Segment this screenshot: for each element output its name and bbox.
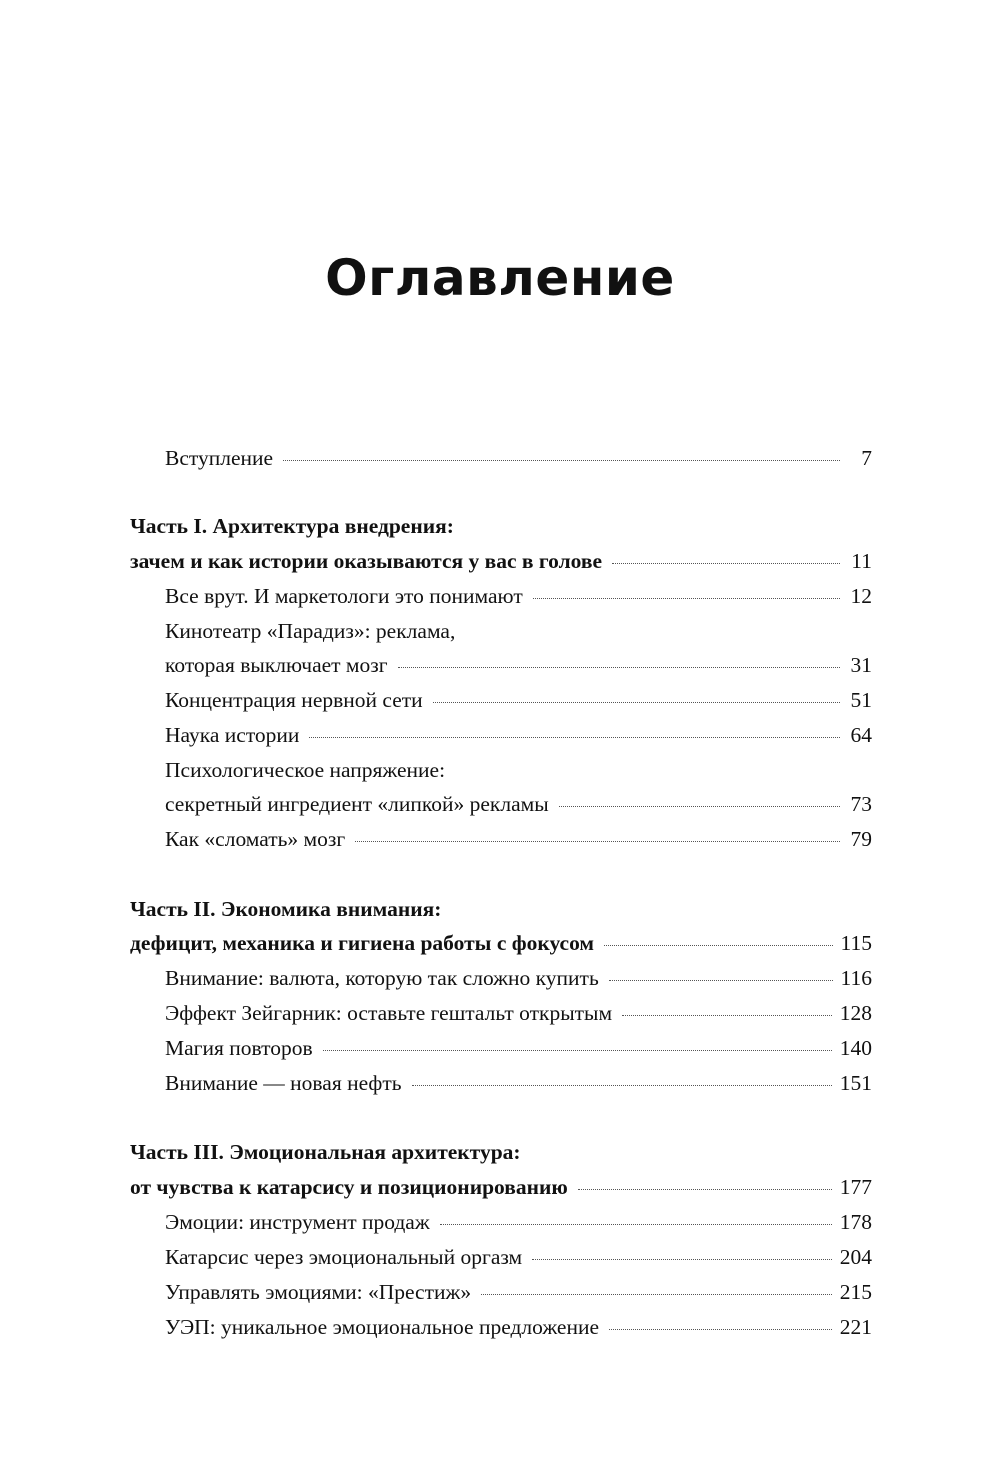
toc-entry[interactable] [165,1036,872,1070]
toc-page-number: 204 [839,1245,872,1269]
toc-entry-title: Наука истории [165,723,300,747]
toc-entry[interactable] [165,1245,872,1279]
dot-leader [533,598,840,599]
toc-page-number: 178 [839,1210,872,1234]
toc-page-number: 51 [850,688,872,712]
toc-page-number: 64 [850,723,872,747]
dot-leader [398,667,840,668]
toc-entry[interactable] [165,1210,872,1244]
toc-entry-title: Кинотеатр «Парадиз»: реклама, [165,619,456,643]
dot-leader [612,563,840,564]
toc-page-number: 151 [839,1071,872,1095]
part-heading-line: Часть III. Эмоциональная архитектура: [130,1140,521,1164]
toc-entry[interactable] [165,1001,872,1035]
dot-leader [559,806,840,807]
toc-page-number: 140 [839,1036,872,1060]
toc-entry-title: Магия повторов [165,1036,313,1060]
toc-entry[interactable] [165,792,872,826]
toc-entry-title: Катарсис через эмоциональный оргазм [165,1245,523,1269]
dot-leader [355,841,840,842]
toc-entry[interactable] [165,723,872,757]
toc-page-number: 12 [850,584,872,608]
toc-entry-title: Внимание — новая нефть [165,1071,402,1095]
dot-leader [481,1294,832,1295]
part-heading-line: дефицит, механика и гигиена работы с фокусом [130,931,595,955]
toc-entry-title: Вступление [165,446,274,470]
toc-page-number: 7 [861,446,872,470]
part-heading-line: от чувства к катарсису и позиционированию [130,1175,568,1199]
dot-leader [609,980,833,981]
part-3-heading [130,1140,872,1174]
toc-entry[interactable] [165,1315,872,1349]
toc-page-number: 116 [840,966,872,990]
toc-entry-title: Эмоции: инструмент продаж [165,1210,430,1234]
toc-page-number: 79 [850,827,872,851]
toc-entry[interactable] [165,653,872,687]
toc-page-number: 31 [850,653,872,677]
page-title: Оглавление [325,249,675,307]
toc-entry-title: Управлять эмоциями: «Престиж» [165,1280,472,1304]
dot-leader [433,702,840,703]
toc-entry[interactable] [165,584,872,618]
toc-entry[interactable] [165,688,872,722]
toc-entry-title: УЭП: уникальное эмоциональное предложение [165,1315,600,1339]
toc-entry-title: Все врут. И маркетологи это понимают [165,584,523,608]
toc-page-number: 128 [839,1001,872,1025]
toc-page-number: 177 [839,1175,872,1199]
toc-entry-title: Концентрация нервной сети [165,688,423,712]
part-1-heading [130,514,872,548]
dot-leader [309,737,840,738]
dot-leader [622,1015,832,1016]
toc-page-number: 11 [851,549,872,573]
toc-entry[interactable] [165,1071,872,1105]
toc-entry[interactable] [165,1280,872,1314]
dot-leader [578,1189,832,1190]
toc-entry[interactable] [165,827,872,861]
dot-leader [283,460,840,461]
toc-entry-title: Как «сломать» мозг [165,827,346,851]
toc-page-number: 221 [839,1315,872,1339]
toc-entry-part-1[interactable] [130,549,872,583]
toc-entry-first-line [165,758,872,792]
dot-leader [323,1050,832,1051]
toc-page-number: 115 [840,931,872,955]
toc-entry-first-line [165,619,872,653]
toc-page-number: 215 [839,1280,872,1304]
part-2-heading [130,897,872,931]
dot-leader [604,945,832,946]
dot-leader [440,1224,832,1225]
toc-entry-title: Внимание: валюта, которую так сложно купить [165,966,599,990]
toc-entry-part-2[interactable] [130,931,872,965]
toc-entry-part-3[interactable] [130,1175,872,1209]
dot-leader [412,1085,832,1086]
toc-entry[interactable] [165,966,872,1000]
toc-entry-title: Психологическое напряжение: [165,758,446,782]
toc-entry-intro[interactable] [165,446,872,480]
toc-page-number: 73 [850,792,872,816]
dot-leader [532,1259,832,1260]
toc-entry-title: секретный ингредиент «липкой» рекламы [165,792,549,816]
part-heading-line: Часть I. Архитектура внедрения: [130,514,454,538]
dot-leader [609,1329,832,1330]
toc-entry-title: которая выключает мозг [165,653,388,677]
part-heading-line: зачем и как истории оказываются у вас в голове [130,549,603,573]
part-heading-line: Часть II. Экономика внимания: [130,897,442,921]
toc-entry-title: Эффект Зейгарник: оставьте гештальт открытым [165,1001,613,1025]
